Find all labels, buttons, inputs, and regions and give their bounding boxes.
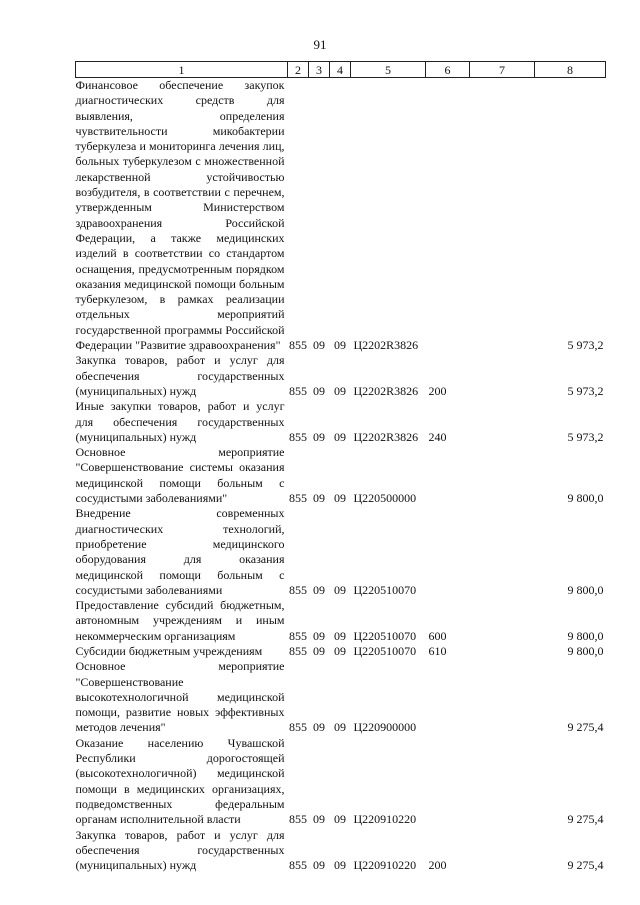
column-header-3: 3 [309,62,330,78]
column-7-value [470,445,535,506]
expense-type-code: 600 [428,628,447,643]
subsection-code: 09 [334,643,346,658]
column-header-7: 7 [470,62,535,78]
expense-type-code [426,659,470,735]
ministry-code: 855 [289,720,307,735]
section-code: 09 [313,491,325,506]
row-name: Субсидии бюджетным учреждениям [75,643,263,658]
target-item-code: Ц2202R3826 [353,383,419,398]
row-name: Основное мероприятие "Совершенствование высокотехнологичной медицинской помощи, развитие новых эффективных методов лечения" [75,659,285,735]
target-item-code: Ц220910220 [353,858,417,873]
expense-type-code [426,506,470,598]
target-item-code: Ц220510070 [353,643,417,658]
expense-type-code: 610 [428,643,447,658]
ministry-code: 855 [289,383,307,398]
subsection-code: 09 [334,858,346,873]
column-7-value [470,506,535,598]
row-name: Закупка товаров, работ и услуг для обеспечения государственных (муниципальных) нужд [75,827,285,873]
ministry-code: 855 [289,491,307,506]
page-number: 91 [313,37,327,52]
amount: 5 973,2 [567,383,604,398]
section-code: 09 [313,383,325,398]
table-row [76,828,606,874]
section-code: 09 [313,812,325,827]
table-row [76,506,606,598]
subsection-code: 09 [334,338,346,353]
section-code: 09 [313,628,325,643]
column-header-2: 2 [288,62,309,78]
subsection-code: 09 [334,429,346,444]
amount: 9 800,0 [567,628,604,643]
amount: 5 973,2 [567,429,604,444]
expense-type-code: 200 [428,858,447,873]
section-code: 09 [313,643,325,658]
expense-type-code: 200 [428,383,447,398]
table-row [76,598,606,644]
row-name: Предоставление субсидий бюджетным, автономным учреждениям и иным некоммерческим организациям [75,598,285,643]
row-name: Иные закупки товаров, работ и услуг для обеспечения государственных (муниципальных) нужд [75,399,285,444]
ministry-code: 855 [289,628,307,643]
budget-table [75,61,606,873]
subsection-code: 09 [334,383,346,398]
row-name: Финансовое обеспечение закупок диагностических средств для выявления, определения чувствительности микобактерии туберкулеза и мониторинга лечения лиц, больных туберкулезом с множественной лекарственной устойчивостью возбудителя, в соответствии с перечнем, утвержденным Министерством здравоохранения Российской Федерации, а также медицинских изделий в соответствии со стандартом оснащения, предусмотренным порядком оказания медицинской помощи больным туберкулезом, в рамках реализации отдельных мероприятий государственной программы Российской Федерации "Развитие здравоохранения" [75,78,285,353]
target-item-code: Ц220510070 [353,628,417,643]
table-row [76,399,606,445]
amount: 5 973,2 [567,338,604,353]
row-name: Основное мероприятие "Совершенствование системы оказания медицинской помощи больным с сосудистыми заболеваниями" [75,445,285,506]
column-7-value [470,659,535,735]
expense-type-code [426,78,470,354]
target-item-code: Ц2202R3826 [353,429,419,444]
target-item-code: Ц220900000 [353,720,417,735]
table-row [76,659,606,735]
column-header-6: 6 [426,62,470,78]
table-row [76,644,606,659]
ministry-code: 855 [289,582,307,597]
column-header-4: 4 [330,62,351,78]
expense-type-code: 240 [428,429,447,444]
section-code: 09 [313,429,325,444]
column-header-5: 5 [351,62,426,78]
section-code: 09 [313,582,325,597]
target-item-code: Ц2202R3826 [353,338,419,353]
expense-type-code [426,736,470,828]
column-7-value [470,598,535,644]
amount: 9 275,4 [567,720,604,735]
column-header-1: 1 [76,62,288,78]
column-7-value [470,78,535,354]
column-7-value [470,399,535,445]
column-header-8: 8 [535,62,606,78]
column-header-row [76,62,606,78]
target-item-code: Ц220500000 [353,491,417,506]
amount: 9 800,0 [567,643,604,658]
table-row [76,78,606,354]
section-code: 09 [313,720,325,735]
row-name: Внедрение современных диагностических технологий, приобретение медицинского оборудования для оказания медицинской помощи больным с сосудистыми заболеваниями [75,506,285,597]
target-item-code: Ц220910220 [353,812,417,827]
subsection-code: 09 [334,628,346,643]
table-row [76,353,606,399]
subsection-code: 09 [334,491,346,506]
ministry-code: 855 [289,858,307,873]
expense-type-code [426,445,470,506]
subsection-code: 09 [334,720,346,735]
table-row [76,736,606,828]
ministry-code: 855 [289,812,307,827]
row-name: Оказание населению Чувашской Республики дорогостоящей (высокотехнологичной) медицинской помощи в медицинских организациях, подведомственных федеральным органам исполнительной власти [75,735,285,827]
section-code: 09 [313,858,325,873]
column-7-value [470,828,535,874]
column-7-value [470,353,535,399]
amount: 9 800,0 [567,491,604,506]
amount: 9 800,0 [567,582,604,597]
target-item-code: Ц220510070 [353,582,417,597]
subsection-code: 09 [334,812,346,827]
amount: 9 275,4 [567,858,604,873]
amount: 9 275,4 [567,812,604,827]
row-name: Закупка товаров, работ и услуг для обеспечения государственных (муниципальных) нужд [75,353,285,398]
ministry-code: 855 [289,643,307,658]
ministry-code: 855 [289,429,307,444]
column-7-value [470,736,535,828]
subsection-code: 09 [334,582,346,597]
ministry-code: 855 [289,338,307,353]
column-7-value [470,644,535,659]
section-code: 09 [313,338,325,353]
table-row [76,445,606,506]
